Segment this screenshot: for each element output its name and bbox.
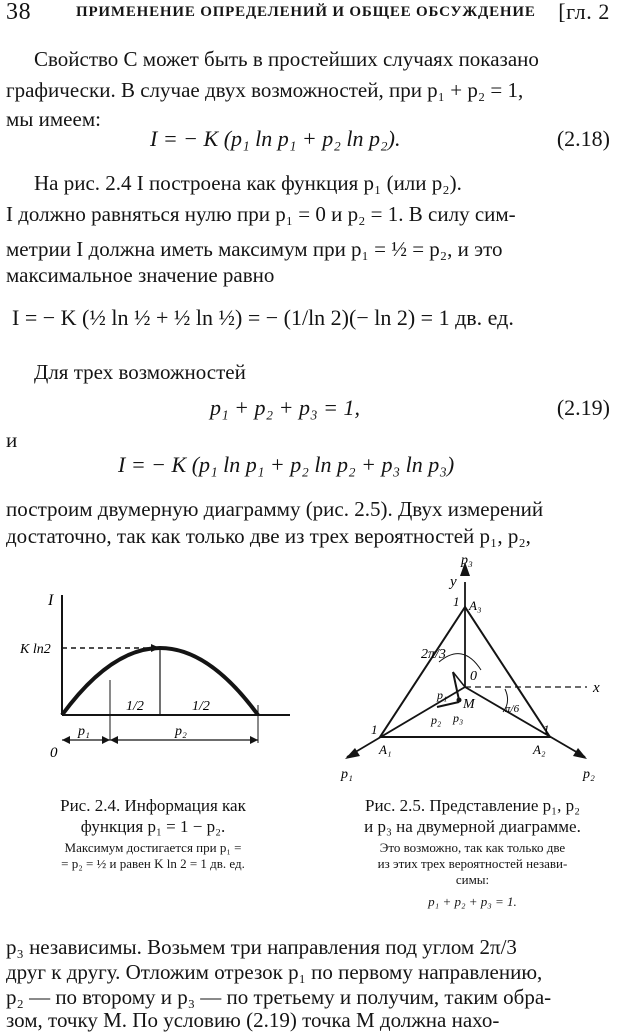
note-line: из этих трех вероятностей незави- (377, 856, 568, 871)
text-line: На рис. 2.4 I построена как функция p₁ (или p₂). (34, 171, 462, 195)
note-equation: p₁ + p₂ + p₃ = 1. (428, 894, 517, 909)
pi6-label: π/6 (505, 703, 520, 715)
note-line: Максимум достигается при p₁ = (64, 840, 242, 855)
arrowhead (151, 644, 160, 652)
one-label: 1 (453, 594, 460, 609)
equation-max: I = − K (½ ln ½ + ½ ln ½) = − (1/ln 2)(− ln 2) = 1 дв. ед. (12, 305, 514, 330)
p2-label: p₂ (431, 713, 442, 727)
text-line: максимальное значение равно (6, 263, 275, 287)
text-line: Свойство C может быть в простейших случаях показано (34, 47, 539, 71)
text-line: достаточно, так как только две из трех вероятностей p₁, p₂, (6, 524, 531, 548)
figure-caption (18, 795, 288, 837)
page-header (6, 2, 616, 26)
note-line: Это возможно, так как только две (379, 840, 566, 855)
arrowhead (573, 748, 587, 759)
p1-axis-label: p₁ (341, 767, 353, 782)
a1-label: A₁ (379, 742, 392, 757)
p1-label: p₁ (437, 688, 448, 702)
text-line: построим двумерную диаграмму (рис. 2.5). Двух измерений (6, 497, 544, 521)
p3-label: p₃ (453, 711, 464, 725)
running-title: ПРИМЕНЕНИЕ ОПРЕДЕЛЕНИЙ И ОБЩЕЕ ОБСУЖДЕНИЕ (76, 4, 536, 20)
caption-line: Рис. 2.4. Информация как (60, 796, 246, 815)
equation-2-19: p₁ + p₂ + p₃ = 1, (210, 395, 360, 420)
figure-2-4 (20, 585, 300, 770)
text-line: графически. В случае двух возможностей, при p₁ + p₂ = 1, (6, 78, 524, 102)
origin-label: 0 (50, 745, 58, 761)
text-line: зом, точку M. По условию (2.19) точка M должна нахо- (6, 1008, 500, 1032)
m-label: M (463, 697, 475, 712)
arrowhead (110, 736, 118, 744)
p2-segment (437, 702, 459, 707)
point-m (457, 698, 462, 703)
figure-note (330, 840, 615, 910)
note-line: = p₂ = ½ и равен K ln 2 = 1 дв. ед. (61, 856, 245, 871)
equation-number: (2.19) (556, 395, 610, 420)
caption-line: функция p₁ = 1 − p₂. (80, 817, 226, 836)
text-line: p₂ — по второму и p₃ — по третьему и получим, таким обра- (6, 985, 552, 1009)
arrowhead (250, 736, 258, 744)
note-line: симы: (455, 872, 490, 887)
equation-2-18: I = − K (p₁ ln p₁ + p₂ ln p₂). (150, 126, 401, 151)
a2-label: A₂ (533, 742, 546, 757)
max-label: K ln2 (20, 642, 51, 657)
caption-line: Рис. 2.5. Представление p₁, p₂ (365, 796, 580, 815)
p2-axis-label: p₂ (583, 767, 595, 782)
text-line: метрии I должна иметь максимум при p₁ = ½ = p₂, и это (6, 237, 503, 261)
y-axis-label: I (48, 592, 54, 609)
half-label: 1/2 (192, 699, 210, 714)
text-line: и (6, 428, 18, 452)
figure-2-5 (335, 552, 620, 784)
equation-number: (2.18) (556, 126, 610, 151)
chapter-label: [гл. 2 (558, 0, 610, 24)
text-line: друг к другу. Отложим отрезок p₁ по первому направлению, (6, 960, 543, 984)
text-line: Для трех возможностей (34, 360, 246, 384)
figure-caption (330, 795, 615, 837)
y-axis-label: y (450, 574, 457, 590)
arrowhead (102, 736, 110, 744)
origin-label: 0 (470, 669, 477, 684)
p3-axis-label: p₃ (461, 553, 473, 568)
equation-entropy-3: I = − K (p₁ ln p₁ + p₂ ln p₂ + p₃ ln p₃) (118, 452, 455, 477)
half-label: 1/2 (126, 699, 144, 714)
text-line: I должно равняться нулю при p₁ = 0 и p₂ = 1. В силу сим- (6, 202, 516, 226)
x-axis-label: x (593, 680, 600, 696)
arrowhead (62, 736, 70, 744)
one-label: 1 (543, 722, 550, 737)
figure-note (18, 840, 288, 872)
text-line: p₃ независимы. Возьмем три направления под углом 2π/3 (6, 935, 517, 959)
p1-label: p₁ (78, 724, 90, 739)
a3-label: A₃ (469, 598, 482, 613)
page-number: 38 (6, 0, 32, 25)
angle-label: 2π/3 (421, 647, 446, 662)
caption-line: и p₃ на двумерной диаграмме. (364, 817, 581, 836)
text-line: мы имеем: (6, 107, 101, 131)
p2-label: p₂ (175, 724, 187, 739)
one-label: 1 (371, 722, 378, 737)
